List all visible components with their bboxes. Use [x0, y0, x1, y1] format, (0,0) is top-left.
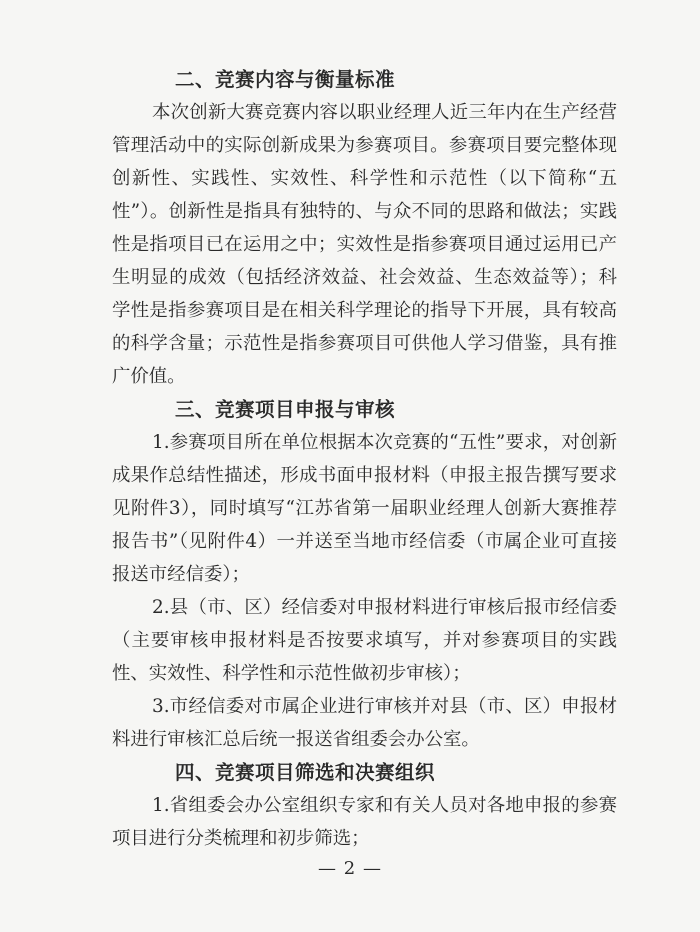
- page-number: — 2 —: [318, 858, 382, 879]
- paragraph: 2.县（市、区）经信委对申报材料进行审核后报市经信委（主要审核申报材料是否按要求填写，并对参赛项目的实践性、实效性、科学性和示范性做初步审核）；: [112, 597, 617, 684]
- paragraph: 1.参赛项目所在单位根据本次竞赛的“五性”要求，对创新成果作总结性描述，形成书面申报材料（申报主报告撰写要求见附件3），同时填写“江苏省第一届职业经理人创新大赛推荐报告书”（见附件4）一并送至当地市经信委（市属企业可直接报送市经信委）；: [112, 432, 617, 585]
- section-heading: 四、竞赛项目筛选和决赛组织: [175, 761, 436, 784]
- document-body: [112, 63, 617, 855]
- section-heading: 二、竞赛内容与衡量标准: [175, 68, 396, 91]
- paragraph: 3.市经信委对市属企业进行审核并对县（市、区）申报材料进行审核汇总后统一报送省组委会办公室。: [112, 696, 617, 750]
- section-heading: 三、竞赛项目申报与审核: [175, 398, 396, 421]
- paragraph: 本次创新大赛竞赛内容以职业经理人近三年内在生产经营管理活动中的实际创新成果为参赛项目。参赛项目要完整体现创新性、实践性、实效性、科学性和示范性（以下简称“五性”）。创新性是指具有独特的、与众不同的思路和做法；实践性是指项目已在运用之中；实效性是指参赛项目通过运用已产生明显的成效（包括经济效益、社会效益、生态效益等）；科学性是指参赛项目是在相关科学理论的指导下开展，具有较高的科学含量；示范性是指参赛项目可供他人学习借鉴，具有推广价值。: [112, 102, 617, 387]
- paragraph: 1.省组委会办公室组织专家和有关人员对各地申报的参赛项目进行分类梳理和初步筛选；: [112, 795, 617, 849]
